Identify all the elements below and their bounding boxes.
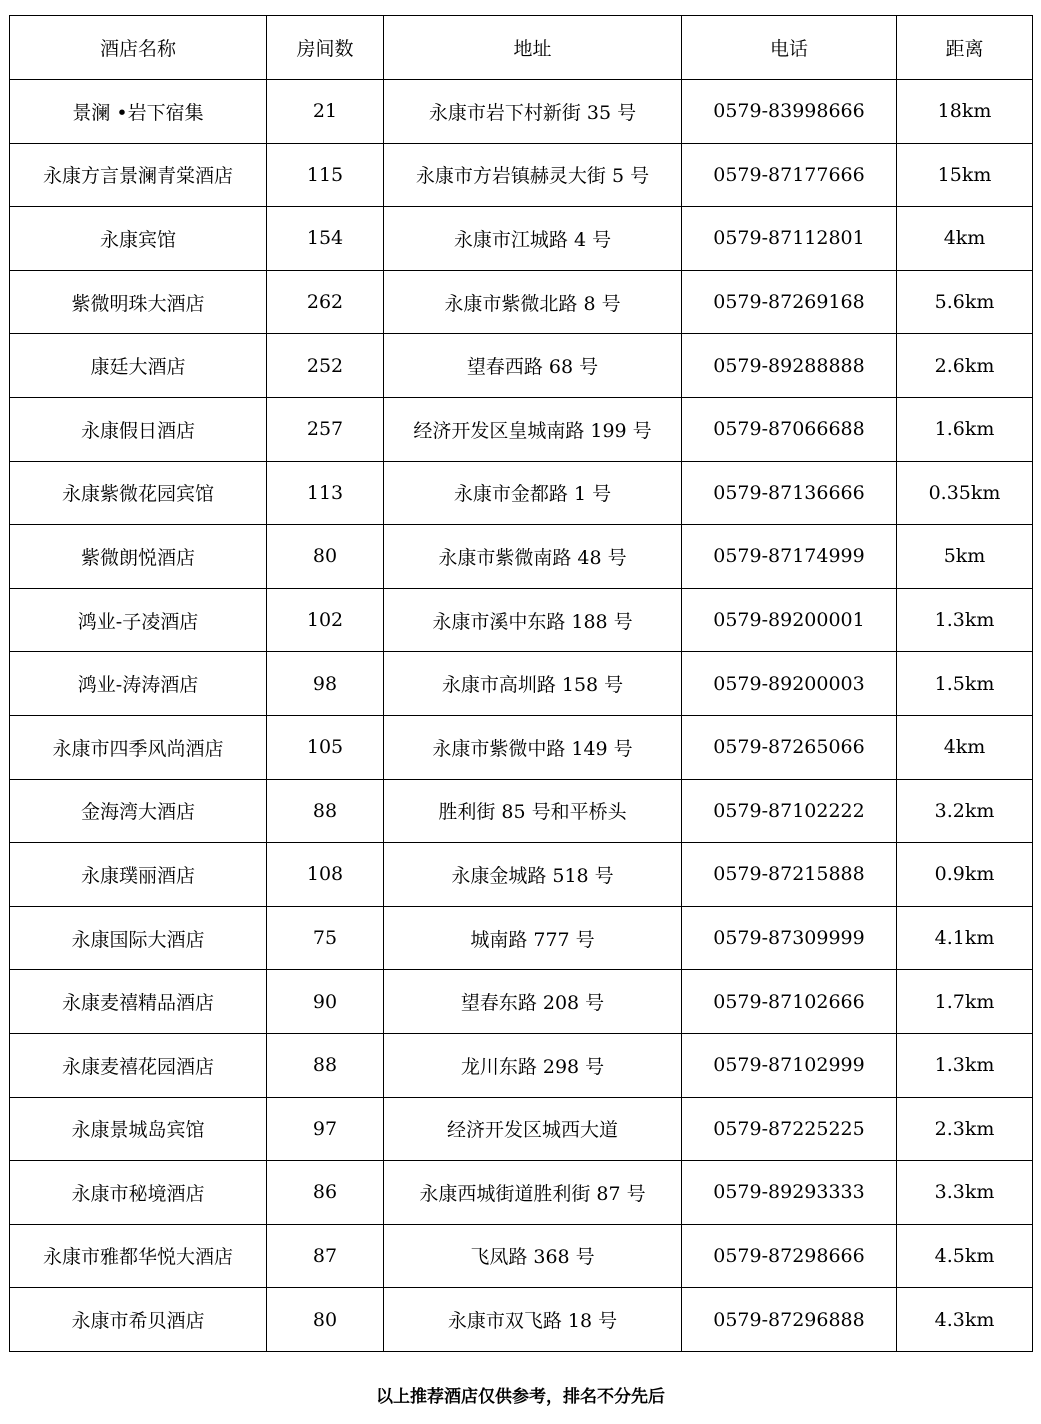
cell-address: 永康市紫微中路 149 号 bbox=[384, 715, 682, 779]
cell-address: 永康市金都路 1 号 bbox=[384, 461, 682, 525]
cell-phone: 0579-89200003 bbox=[682, 652, 897, 716]
table-row bbox=[10, 715, 1033, 779]
cell-room-count: 87 bbox=[267, 1224, 384, 1288]
table-row bbox=[10, 588, 1033, 652]
cell-distance: 2.3km bbox=[897, 1097, 1033, 1161]
cell-room-count: 102 bbox=[267, 588, 384, 652]
cell-hotel-name: 永康璞丽酒店 bbox=[10, 843, 267, 907]
cell-distance: 3.3km bbox=[897, 1161, 1033, 1225]
cell-hotel-name: 永康市希贝酒店 bbox=[10, 1288, 267, 1352]
table-row bbox=[10, 397, 1033, 461]
table-row bbox=[10, 1288, 1033, 1352]
cell-distance: 1.6km bbox=[897, 397, 1033, 461]
cell-room-count: 80 bbox=[267, 525, 384, 589]
header-distance: 距离 bbox=[897, 16, 1033, 80]
cell-phone: 0579-89288888 bbox=[682, 334, 897, 398]
cell-phone: 0579-87269168 bbox=[682, 270, 897, 334]
table-row bbox=[10, 652, 1033, 716]
table-row bbox=[10, 334, 1033, 398]
cell-address: 城南路 777 号 bbox=[384, 906, 682, 970]
cell-address: 经济开发区城西大道 bbox=[384, 1097, 682, 1161]
cell-distance: 15km bbox=[897, 143, 1033, 207]
cell-address: 龙川东路 298 号 bbox=[384, 1033, 682, 1097]
table-row bbox=[10, 80, 1033, 144]
cell-address: 永康市紫微北路 8 号 bbox=[384, 270, 682, 334]
cell-address: 永康市江城路 4 号 bbox=[384, 207, 682, 271]
cell-distance: 1.7km bbox=[897, 970, 1033, 1034]
cell-distance: 4km bbox=[897, 715, 1033, 779]
header-phone: 电话 bbox=[682, 16, 897, 80]
cell-phone: 0579-87066688 bbox=[682, 397, 897, 461]
table-row bbox=[10, 1033, 1033, 1097]
cell-distance: 5.6km bbox=[897, 270, 1033, 334]
cell-room-count: 80 bbox=[267, 1288, 384, 1352]
cell-room-count: 88 bbox=[267, 1033, 384, 1097]
table-body bbox=[10, 80, 1033, 1352]
cell-room-count: 98 bbox=[267, 652, 384, 716]
cell-phone: 0579-89293333 bbox=[682, 1161, 897, 1225]
cell-address: 永康市高圳路 158 号 bbox=[384, 652, 682, 716]
cell-phone: 0579-87296888 bbox=[682, 1288, 897, 1352]
table-header bbox=[10, 16, 1033, 80]
cell-address: 望春东路 208 号 bbox=[384, 970, 682, 1034]
cell-address: 飞凤路 368 号 bbox=[384, 1224, 682, 1288]
table-row bbox=[10, 461, 1033, 525]
table-row bbox=[10, 970, 1033, 1034]
table-row bbox=[10, 779, 1033, 843]
cell-distance: 0.9km bbox=[897, 843, 1033, 907]
cell-distance: 0.35km bbox=[897, 461, 1033, 525]
cell-distance: 5km bbox=[897, 525, 1033, 589]
cell-address: 永康市方岩镇赫灵大街 5 号 bbox=[384, 143, 682, 207]
cell-room-count: 88 bbox=[267, 779, 384, 843]
cell-phone: 0579-87177666 bbox=[682, 143, 897, 207]
cell-room-count: 113 bbox=[267, 461, 384, 525]
cell-phone: 0579-87225225 bbox=[682, 1097, 897, 1161]
header-hotel-name: 酒店名称 bbox=[10, 16, 267, 80]
cell-hotel-name: 永康方言景澜青棠酒店 bbox=[10, 143, 267, 207]
cell-address: 经济开发区皇城南路 199 号 bbox=[384, 397, 682, 461]
cell-phone: 0579-87298666 bbox=[682, 1224, 897, 1288]
cell-room-count: 75 bbox=[267, 906, 384, 970]
cell-room-count: 252 bbox=[267, 334, 384, 398]
cell-distance: 4.5km bbox=[897, 1224, 1033, 1288]
cell-hotel-name: 鸿业-子凌酒店 bbox=[10, 588, 267, 652]
cell-room-count: 21 bbox=[267, 80, 384, 144]
cell-room-count: 154 bbox=[267, 207, 384, 271]
cell-room-count: 262 bbox=[267, 270, 384, 334]
table-row bbox=[10, 1224, 1033, 1288]
cell-phone: 0579-87112801 bbox=[682, 207, 897, 271]
cell-hotel-name: 永康景城岛宾馆 bbox=[10, 1097, 267, 1161]
cell-hotel-name: 永康假日酒店 bbox=[10, 397, 267, 461]
cell-address: 永康金城路 518 号 bbox=[384, 843, 682, 907]
cell-hotel-name: 鸿业-涛涛酒店 bbox=[10, 652, 267, 716]
cell-phone: 0579-87265066 bbox=[682, 715, 897, 779]
cell-room-count: 86 bbox=[267, 1161, 384, 1225]
cell-hotel-name: 永康市四季风尚酒店 bbox=[10, 715, 267, 779]
cell-hotel-name: 紫微朗悦酒店 bbox=[10, 525, 267, 589]
cell-address: 永康市紫微南路 48 号 bbox=[384, 525, 682, 589]
cell-phone: 0579-89200001 bbox=[682, 588, 897, 652]
table-row bbox=[10, 1097, 1033, 1161]
cell-phone: 0579-87309999 bbox=[682, 906, 897, 970]
cell-distance: 2.6km bbox=[897, 334, 1033, 398]
cell-distance: 1.5km bbox=[897, 652, 1033, 716]
cell-phone: 0579-87102222 bbox=[682, 779, 897, 843]
cell-hotel-name: 永康麦禧花园酒店 bbox=[10, 1033, 267, 1097]
header-room-count: 房间数 bbox=[267, 16, 384, 80]
cell-room-count: 90 bbox=[267, 970, 384, 1034]
cell-phone: 0579-83998666 bbox=[682, 80, 897, 144]
cell-distance: 1.3km bbox=[897, 588, 1033, 652]
cell-distance: 18km bbox=[897, 80, 1033, 144]
table-row bbox=[10, 207, 1033, 271]
hotel-table bbox=[9, 15, 1033, 1352]
cell-hotel-name: 金海湾大酒店 bbox=[10, 779, 267, 843]
cell-address: 望春西路 68 号 bbox=[384, 334, 682, 398]
table-row bbox=[10, 843, 1033, 907]
cell-hotel-name: 永康紫微花园宾馆 bbox=[10, 461, 267, 525]
cell-phone: 0579-87215888 bbox=[682, 843, 897, 907]
cell-room-count: 108 bbox=[267, 843, 384, 907]
cell-address: 永康市溪中东路 188 号 bbox=[384, 588, 682, 652]
cell-hotel-name: 康廷大酒店 bbox=[10, 334, 267, 398]
cell-address: 胜利街 85 号和平桥头 bbox=[384, 779, 682, 843]
cell-hotel-name: 永康市雅都华悦大酒店 bbox=[10, 1224, 267, 1288]
cell-distance: 3.2km bbox=[897, 779, 1033, 843]
cell-hotel-name: 永康宾馆 bbox=[10, 207, 267, 271]
header-address: 地址 bbox=[384, 16, 682, 80]
table-row bbox=[10, 143, 1033, 207]
table-row bbox=[10, 906, 1033, 970]
cell-hotel-name: 景澜 •岩下宿集 bbox=[10, 80, 267, 144]
table-row bbox=[10, 525, 1033, 589]
cell-hotel-name: 永康麦禧精品酒店 bbox=[10, 970, 267, 1034]
footnote: 以上推荐酒店仅供参考，排名不分先后 bbox=[376, 1387, 665, 1407]
table-row bbox=[10, 1161, 1033, 1225]
cell-hotel-name: 永康市秘境酒店 bbox=[10, 1161, 267, 1225]
table-row bbox=[10, 270, 1033, 334]
cell-room-count: 115 bbox=[267, 143, 384, 207]
header-row bbox=[10, 16, 1033, 80]
cell-phone: 0579-87136666 bbox=[682, 461, 897, 525]
cell-phone: 0579-87102999 bbox=[682, 1033, 897, 1097]
cell-room-count: 97 bbox=[267, 1097, 384, 1161]
cell-phone: 0579-87174999 bbox=[682, 525, 897, 589]
cell-room-count: 105 bbox=[267, 715, 384, 779]
cell-distance: 1.3km bbox=[897, 1033, 1033, 1097]
cell-hotel-name: 永康国际大酒店 bbox=[10, 906, 267, 970]
cell-phone: 0579-87102666 bbox=[682, 970, 897, 1034]
cell-distance: 4.3km bbox=[897, 1288, 1033, 1352]
cell-hotel-name: 紫微明珠大酒店 bbox=[10, 270, 267, 334]
cell-address: 永康西城街道胜利街 87 号 bbox=[384, 1161, 682, 1225]
cell-address: 永康市双飞路 18 号 bbox=[384, 1288, 682, 1352]
cell-distance: 4km bbox=[897, 207, 1033, 271]
cell-room-count: 257 bbox=[267, 397, 384, 461]
cell-address: 永康市岩下村新街 35 号 bbox=[384, 80, 682, 144]
cell-distance: 4.1km bbox=[897, 906, 1033, 970]
